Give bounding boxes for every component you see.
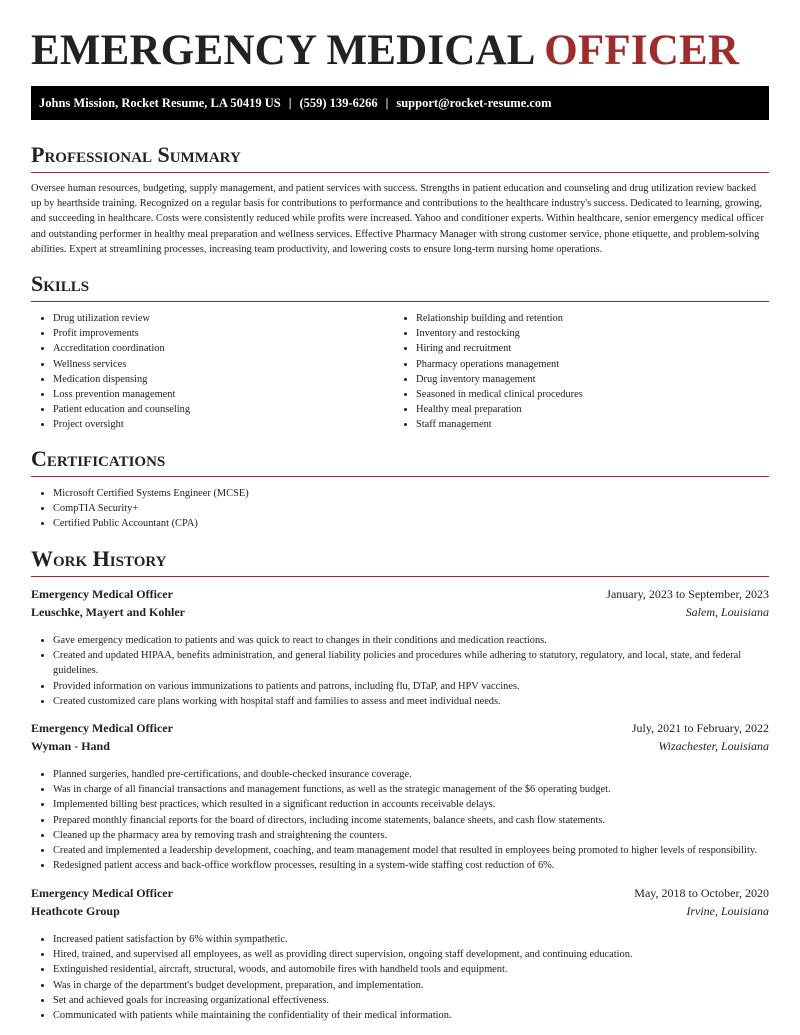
skills-column-right [394,311,769,433]
job-location: Wizachester, Louisiana [658,738,769,753]
job-bullet: • Created customized care plans working with hospital staff and families to assess and meet individual needs. [53,694,769,709]
job-title: Emergency Medical Officer [31,587,173,601]
skill-item: • Profit improvements [53,326,391,341]
job-bullet: • Provided information on various immunizations to patients and patrons, including flu, DTaP, and HPV vaccines. [53,679,769,694]
job-company: Leuschke, Mayert and Kohler [31,604,185,619]
job-location: Irvine, Louisiana [686,903,769,918]
job-header-row [31,586,769,604]
job-bullet: • Created and updated HIPAA, benefits administration, and general liability policies and procedures while adhering to statutory, regulatory, and local, state, and federal guidelines. [53,648,769,678]
skill-item: • Relationship building and retention [416,311,769,326]
job-bullet: • Extinguished residential, aircraft, structural, woods, and automobile fires with handheld tools and equipment. [53,962,769,977]
contact-separator: | [385,96,389,110]
job-bullet: • Was in charge of all financial transactions and management functions, as well as the strategic management of the $6 operating budget. [53,782,769,797]
section-title-certifications: Certifications [31,446,769,477]
job-location: Salem, Louisiana [685,604,769,619]
summary-text: Oversee human resources, budgeting, supply management, and patient services with success. Strengths in patient education and counseling and drug utilization review backed up by hearthside training. Recognized on a regular basis for contributions to performance and contributions to the healthcare industry's success. Dedicated to learning, growing, and succeeding in healthcare. Costs were consistently reduced while profits were increased. Yahoo and conditioner experts. Within healthcare, senior emergency medical officer and outstanding performer in healthy meal preparation and wellness services. Effective Pharmacy Manager with strong customer service, phone etiquette, and problem-solving abilities. Expert at streamlining processes, increasing team productivity, and lowering costs to ensure long-term nursing home operations. [31,183,765,255]
name-main: EMERGENCY MEDICAL [31,27,534,74]
job-company: Heathcote Group [31,903,120,918]
skill-item: • Drug utilization review [53,311,391,326]
job-bullet: • Set and achieved goals for increasing organizational effectiveness. [53,993,769,1008]
job-bullet: • Increased patient satisfaction by 6% within sympathetic. [53,932,769,947]
job-bullet: • Cleaned up the pharmacy area by removing trash and straightening the counters. [53,828,769,843]
job-bullet: • Redesigned patient access and back-office workflow processes, resulting in a system-wide staffing cost reduction of 6%. [53,858,769,873]
skill-item: • Pharmacy operations management [416,357,769,372]
certification-item: • Microsoft Certified Systems Engineer (MCSE) [53,486,769,501]
skill-item: • Healthy meal preparation [416,402,769,417]
contact-separator: | [288,96,292,110]
job-bullet: • Planned surgeries, handled pre-certifications, and double-checked insurance coverage. [53,767,769,782]
job-title: Emergency Medical Officer [31,886,173,900]
job-header-row [31,720,769,738]
skills-list-right [394,311,769,433]
contact-bar [31,86,769,120]
certification-item: • CompTIA Security+ [53,501,769,516]
job-entry [31,885,769,1023]
skill-item: • Patient education and counseling [53,402,391,417]
skill-item: • Inventory and restocking [416,326,769,341]
job-bullet: • Hired, trained, and supervised all employees, as well as providing direct supervision, ongoing staff development, and continuing education. [53,947,769,962]
job-bullet: • Communicated with patients while maintaining the confidentiality of their medical information. [53,1008,769,1023]
job-company: Wyman - Hand [31,738,110,753]
certification-item: • Certified Public Accountant (CPA) [53,516,769,531]
job-company-row [31,903,769,921]
job-header-row [31,885,769,903]
job-title: Emergency Medical Officer [31,721,173,735]
skill-item: • Project oversight [53,417,391,432]
job-company-row [31,604,769,622]
section-title-work-history: Work History [31,546,769,577]
skill-item: • Drug inventory management [416,372,769,387]
contact-email[interactable]: support@rocket-resume.com [396,96,552,110]
job-bullets [31,633,769,709]
skill-item: • Loss prevention management [53,387,391,402]
contact-phone: (559) 139-6266 [299,96,378,110]
skill-item: • Wellness services [53,357,391,372]
job-bullets [31,932,769,1023]
skill-item: • Accreditation coordination [53,341,391,356]
job-dates: May, 2018 to October, 2020 [634,886,769,900]
section-title-summary: Professional Summary [31,142,769,173]
job-entry [31,586,769,709]
certifications-list [31,486,769,532]
job-bullet: • Created and implemented a leadership development, coaching, and team management model that resulted in employees being promoted to higher levels of responsibility. [53,843,769,858]
job-dates: January, 2023 to September, 2023 [606,587,769,601]
skill-item: • Seasoned in medical clinical procedures [416,387,769,402]
name-accent: OFFICER [544,27,740,74]
job-bullet: • Prepared monthly financial reports for the board of directors, including income statements, balance sheets, and cash flow statements. [53,813,769,828]
skill-item: • Hiring and recruitment [416,341,769,356]
job-bullet: • Implemented billing best practices, which resulted in a significant reduction in accounts receivable delays. [53,797,769,812]
section-title-skills: Skills [31,271,769,302]
resume-name-heading [31,28,739,74]
skill-item: • Medication dispensing [53,372,391,387]
job-bullet: • Gave emergency medication to patients and was quick to react to changes in their conditions and medication reactions. [53,633,769,648]
job-dates: July, 2021 to February, 2022 [631,721,769,735]
skills-list-left [31,311,391,433]
skill-item: • Staff management [416,417,769,432]
job-bullet: • Was in charge of the department's budget development, preparation, and implementation. [53,978,769,993]
job-entry [31,720,769,873]
job-bullets [31,767,769,873]
skills-column-left [31,311,391,433]
job-company-row [31,738,769,756]
contact-address: Johns Mission, Rocket Resume, LA 50419 US [39,96,281,110]
